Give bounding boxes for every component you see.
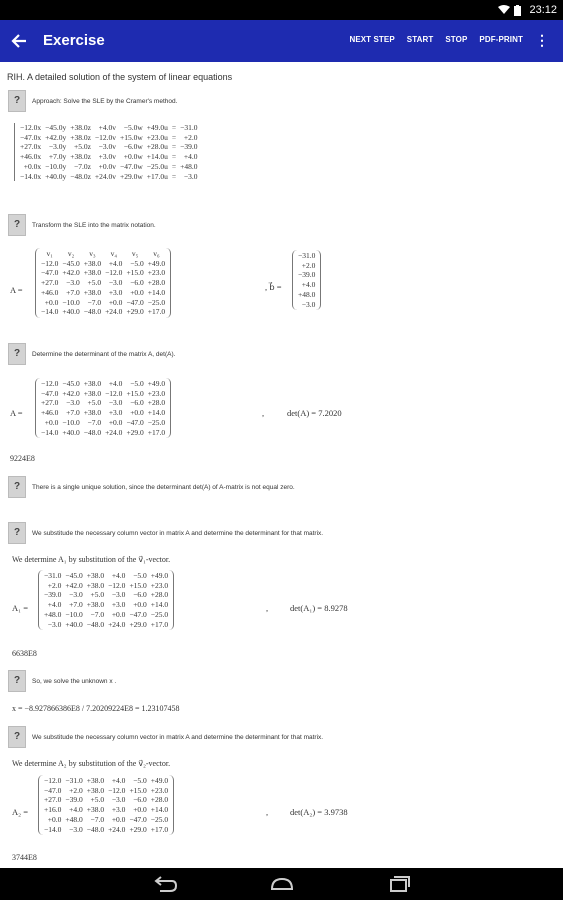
matrix-cell: +3.0 [111,805,126,815]
matrix-cell: −31.0 [44,571,62,580]
next-step-button[interactable]: NEXT STEP [349,35,395,44]
matrix-row [18,133,200,143]
app-bar [0,20,563,62]
matrix-cell: +14.0 [150,805,169,815]
matrix-cell: −7.0 [87,297,102,307]
matrix-cell: +29.0 [129,619,147,629]
matrix-cell: +17.0 [150,619,169,629]
matrix-cell: +17.0 [150,824,169,834]
matrix-cell: −45.0 [62,258,80,268]
matrix-cell: +14.0 [150,600,169,610]
matrix-row [18,142,200,152]
matrix-cell: −31.0 [298,251,316,260]
matrix-cell: −48.0 [86,824,105,834]
matrix-cell: +27.0 [44,795,62,805]
matrix-cell: −12.0v [94,132,117,142]
matrix-cell: = [171,142,177,152]
matrix-cell: −25.0 [147,417,166,427]
matrix-cell: +28.0 [147,278,166,288]
matrix-cell: +3.0 [108,408,123,418]
matrix-cell: +48.0 [180,161,198,171]
matrix-cell: −47.0 [126,297,144,307]
help-button[interactable]: ? [8,343,26,365]
step-text: So, we solve the unknown x . [32,678,117,685]
matrix-cell: −5.0w [123,123,143,132]
substitution-text-1: We determine A₁ by substitution of the v⃗₁-vector. [12,555,171,564]
matrix-cell: −12.0 [108,580,126,590]
matrix-cell: +15.0w [120,132,143,142]
matrix-row [18,123,200,133]
matrix-cell: +38.0 [86,776,105,785]
matrix-cell: −45.0 [65,571,83,580]
matrix-cell: +38.0 [86,805,105,815]
matrix-cell: +4.0 [108,258,123,268]
matrix-cell: +4.0v [98,123,117,132]
matrix-cell: −14.0x [20,171,42,181]
matrix-cell: +0.0v [98,161,117,171]
matrix-cell: +38.0 [83,258,102,268]
matrix-a-label: A = [10,285,23,295]
matrix-row [42,590,170,600]
start-button[interactable]: START [406,35,434,44]
matrix-cell: −47.0 [44,785,62,795]
matrix-header-row [39,249,167,259]
matrix-cell: +23.0 [150,580,169,590]
matrix-cell: +15.0 [129,580,147,590]
matrix-cell: −7.0 [87,417,102,427]
matrix-row [42,805,170,815]
matrix-a [35,248,171,318]
step-text: Determine the determinant of the matrix A, det(A). [32,351,176,358]
matrix-cell: +49.0 [150,571,169,580]
matrix-cell: −48.0 [86,619,105,629]
matrix-row [39,288,167,298]
matrix-cell: +24.0 [108,824,126,834]
matrix-cell: −12.0x [20,123,42,132]
matrix-cell: −3.0 [66,278,80,288]
matrix-row [39,278,167,288]
more-options-icon[interactable]: ⋮ [535,32,549,48]
matrix-row [42,571,170,581]
matrix-cell: −10.0 [65,609,83,619]
matrix-cell: +38.0 [86,785,105,795]
matrix-cell: +49.0 [150,776,169,785]
matrix-cell: −12.0 [44,776,62,785]
matrix-cell: +3.0v [98,152,117,162]
matrix-row [42,825,170,835]
matrix-cell: −45.0y [45,123,67,132]
matrix-cell: +7.0y [48,152,67,162]
navigation-bar [0,868,563,900]
det-a2-value: det(A₂) = 3.9738 [290,807,348,817]
matrix-cell: +49.0u [146,123,168,132]
matrix-cell: +17.0 [147,427,166,437]
matrix-cell: +48.0 [65,814,83,824]
matrix-cell: +27.0x [20,142,42,152]
matrix-cell: +14.0 [147,287,166,297]
matrix-cell: +3.0 [111,600,126,610]
matrix-cell: −12.0 [105,388,123,398]
matrix-cell: +2.0 [183,132,198,142]
matrix-cell: −6.0 [133,795,147,805]
step-text: There is a single unique solution, since the determinant det(A) of A-matrix is not equal zero. [32,484,295,491]
matrix-cell: −47.0 [129,814,147,824]
back-arrow-icon[interactable] [10,30,30,52]
matrix-row [42,600,170,610]
matrix-cell: +4.0 [301,280,316,290]
matrix-row [39,307,167,317]
matrix-cell: +42.0y [45,132,67,142]
matrix-cell: −31.0 [180,123,198,132]
matrix-cell: +14.0 [147,408,166,418]
matrix-cell: +28.0u [146,142,168,152]
matrix-cell: +15.0 [126,388,144,398]
matrix-cell: +42.0 [62,388,80,398]
matrix-cell: −3.0v [98,142,117,152]
matrix-cell: −3.0 [69,590,83,600]
matrix-cell: −14.0 [44,824,62,834]
help-button[interactable]: ? [8,522,26,544]
matrix-cell: −10.0y [45,161,67,171]
matrix-cell: +0.0 [111,609,126,619]
matrix-cell: +15.0 [126,268,144,278]
status-time: 23:12 [529,4,557,16]
matrix-cell: +0.0 [108,297,123,307]
matrix-cell: +29.0 [126,307,144,317]
matrix-cell: −10.0 [62,297,80,307]
matrix-row [39,268,167,278]
matrix-cell: +40.0 [65,619,83,629]
matrix-cell: −12.0 [41,379,59,388]
matrix-cell: +38.0 [83,268,102,278]
matrix-cell: = [171,132,177,142]
matrix-cell: +5.0 [87,278,102,288]
matrix-cell: −45.0 [62,379,80,388]
matrix-cell: −6.0 [130,278,144,288]
matrix-cell: +38.0 [86,580,105,590]
matrix-cell: −6.0 [130,398,144,408]
matrix-cell: +24.0 [105,427,123,437]
det-a2-continuation: 3744E8 [12,853,37,862]
matrix-cell: +0.0 [108,417,123,427]
pdf-print-button[interactable]: PDF-PRINT [479,35,523,44]
comma: , [266,807,269,817]
matrix-cell: −48.0 [83,307,102,317]
matrix-cell: +4.0 [47,600,62,610]
matrix-cell: +0.0x [23,161,42,171]
matrix-cell: −10.0 [62,417,80,427]
page-title: Exercise [43,32,105,49]
solution-heading: RIH. A detailed solution of the system of linear equations [7,72,233,82]
matrix-cell: +46.0x [20,152,42,162]
matrix-cell: −47.0 [41,388,59,398]
matrix-cell: +49.0 [147,379,166,388]
matrix-row [296,251,317,261]
matrix-row [296,261,317,271]
stop-button[interactable]: STOP [445,35,468,44]
matrix-cell: +38.0z [70,123,91,132]
column-vector-label: v₆ [153,249,160,258]
matrix-cell: −3.0 [66,398,80,408]
step-text: We substitude the necessary column vector in matrix A and determine the determinant for that matrix. [32,530,324,537]
matrix-cell: +28.0 [150,795,169,805]
matrix-cell: +40.0y [45,171,67,181]
matrix-cell: +0.0 [47,814,62,824]
matrix-cell: +48.0 [44,609,62,619]
matrix-cell: −47.0 [41,268,59,278]
matrix-cell: +0.0 [111,814,126,824]
det-a-continuation: 9224E8 [10,454,35,463]
matrix-cell: −5.0 [130,379,144,388]
vector-b-label: , b⃗ = [265,282,282,292]
matrix-cell: −6.0 [133,590,147,600]
matrix-row [296,280,317,290]
matrix-row [39,408,167,418]
step-text: Transform the SLE into the matrix notation. [32,222,156,229]
matrix-cell: −5.0 [133,776,147,785]
substitution-text-2: We determine A₂ by substitution of the v⃗₂-vector. [12,759,171,768]
back-icon[interactable] [152,874,180,894]
matrix-cell: +38.0 [83,287,102,297]
matrix-cell: −12.0 [105,268,123,278]
matrix-cell: −3.0 [301,299,316,309]
matrix-cell: +17.0u [146,171,168,181]
matrix-cell: +14.0u [146,152,168,162]
matrix-cell: +24.0 [105,307,123,317]
matrix-cell: +24.0 [108,619,126,629]
matrix-cell: +42.0 [62,268,80,278]
matrix-cell: +24.0v [94,171,117,181]
matrix-a-label: A = [10,408,23,418]
matrix-cell: +2.0 [47,580,62,590]
matrix-cell: +0.0 [130,287,144,297]
matrix-cell: = [171,152,177,162]
matrix-row [296,290,317,300]
matrix-row [42,815,170,825]
matrix-cell: +2.0 [301,260,316,270]
matrix-cell: +0.0 [130,408,144,418]
matrix-cell: +27.0 [41,278,59,288]
matrix-cell: +46.0 [41,408,59,418]
matrix-cell: +5.0z [73,142,91,152]
status-bar [0,0,563,20]
matrix-cell: +5.0 [87,398,102,408]
matrix-cell: −3.0y [48,142,67,152]
matrix-cell: +4.0 [183,152,198,162]
recent-apps-icon[interactable] [384,874,412,894]
matrix-a1-label: A₁ = [12,603,29,613]
matrix-cell: −12.0 [108,785,126,795]
matrix-cell: +5.0 [90,590,105,600]
matrix-cell: −3.0 [47,619,62,629]
matrix-cell: −25.0 [150,609,169,619]
matrix-cell: −39.0 [298,270,316,280]
matrix-cell: +7.0 [66,287,80,297]
det-a1-value: det(A₁) = 8.9278 [290,603,348,613]
matrix-row [42,581,170,591]
matrix-cell: +28.0 [147,398,166,408]
matrix-cell: −14.0 [41,427,59,437]
matrix-cell: +3.0 [108,287,123,297]
matrix-row [39,298,167,308]
matrix-cell: +29.0 [126,427,144,437]
vector-b [292,250,321,310]
matrix-cell: +4.0 [69,805,83,815]
matrix-row [39,379,167,389]
status-icons [498,5,521,16]
matrix-cell: −3.0 [108,398,123,408]
matrix-cell: +40.0 [62,307,80,317]
matrix-cell: +7.0 [66,408,80,418]
matrix-row [42,795,170,805]
matrix-cell: +17.0 [147,307,166,317]
matrix-cell: +0.0 [44,417,59,427]
help-button[interactable]: ? [8,670,26,692]
matrix-cell: −5.0 [133,571,147,580]
matrix-cell: −3.0 [108,278,123,288]
matrix-cell: +23.0 [147,388,166,398]
matrix-row [42,786,170,796]
matrix-cell: −25.0 [147,297,166,307]
matrix-cell: −48.0z [70,171,91,181]
matrix-cell: +16.0 [44,805,62,815]
matrix-cell: +27.0 [41,398,59,408]
matrix-cell: +38.0 [86,600,105,610]
home-icon[interactable] [268,874,296,894]
equation-system [14,123,200,181]
matrix-cell: +0.0 [133,805,147,815]
matrix-a1 [38,570,174,630]
matrix-cell: +23.0u [146,132,168,142]
matrix-cell: +49.0 [147,258,166,268]
matrix-a-det [35,378,171,438]
help-button[interactable]: ? [8,726,26,748]
matrix-row [18,152,200,162]
matrix-cell: −7.0 [90,609,105,619]
matrix-cell: +28.0 [150,590,169,600]
matrix-cell: −47.0 [126,417,144,427]
matrix-row [18,162,200,172]
matrix-row [39,418,167,428]
matrix-cell: +7.0 [69,600,83,610]
matrix-cell: −3.0 [111,795,126,805]
matrix-cell: +0.0w [123,152,143,162]
det-a1-continuation: 6638E8 [12,649,37,658]
matrix-row [296,300,317,310]
matrix-cell: −25.0 [150,814,169,824]
step-text: Approach: Solve the SLE by the Cramer's method. [32,98,178,105]
matrix-cell: −3.0 [183,171,198,181]
matrix-cell: −3.0 [69,824,83,834]
help-button[interactable]: ? [8,476,26,498]
matrix-cell: +46.0 [41,287,59,297]
matrix-cell: −39.0 [44,590,62,600]
matrix-row [39,428,167,438]
matrix-cell: +4.0 [108,379,123,388]
matrix-cell: +29.0 [129,824,147,834]
matrix-cell: +48.0 [298,289,316,299]
matrix-cell: −47.0 [129,609,147,619]
matrix-row [39,389,167,399]
matrix-cell: +0.0 [133,600,147,610]
matrix-cell: +38.0 [83,379,102,388]
matrix-cell: −39.0 [65,795,83,805]
matrix-cell: +23.0 [147,268,166,278]
matrix-cell: −6.0w [123,142,143,152]
column-vector-label: v₃ [89,249,96,258]
matrix-cell: = [171,123,177,132]
matrix-row [42,776,170,786]
battery-icon [514,5,521,16]
matrix-cell: +2.0 [69,785,83,795]
matrix-cell: −48.0 [83,427,102,437]
matrix-cell: −47.0w [120,161,143,171]
matrix-cell: +4.0 [111,776,126,785]
help-button[interactable]: ? [8,90,26,112]
matrix-a2 [38,775,174,835]
column-vector-label: v₂ [67,249,75,258]
matrix-cell: −7.0z [73,161,91,171]
matrix-cell: −12.0 [41,258,59,268]
matrix-row [39,398,167,408]
matrix-cell: +38.0 [83,388,102,398]
matrix-cell: −14.0 [41,307,59,317]
step-text: We substitude the necessary column vector in matrix A and determine the determinant for that matrix. [32,734,324,741]
x-result: x = −8.927866386E8 / 7.20209224E8 = 1.23107458 [12,704,180,713]
matrix-cell: +38.0 [86,571,105,580]
matrix-cell: −39.0 [180,142,198,152]
comma: , [266,603,269,613]
matrix-cell: +38.0z [70,132,91,142]
comma: , [262,408,265,418]
matrix-cell: +38.0z [70,152,91,162]
matrix-row [18,172,200,182]
matrix-cell: +38.0 [83,408,102,418]
det-a-value: det(A) = 7.2020 [287,408,342,418]
matrix-row [296,270,317,280]
matrix-cell: +5.0 [90,795,105,805]
matrix-cell: = [171,161,177,171]
solution-content[interactable] [0,62,563,868]
matrix-cell: +42.0 [65,580,83,590]
matrix-cell: −47.0x [20,132,42,142]
column-vector-label: v₄ [110,249,117,258]
matrix-cell: −31.0 [65,776,83,785]
matrix-cell: +29.0w [120,171,143,181]
column-vector-label: v₁ [46,249,53,258]
matrix-cell: +0.0 [44,297,59,307]
matrix-cell: +15.0 [129,785,147,795]
matrix-cell: +4.0 [111,571,126,580]
matrix-row [42,610,170,620]
matrix-a2-label: A₂ = [12,807,29,817]
matrix-cell: +23.0 [150,785,169,795]
column-vector-label: v₅ [131,249,139,258]
matrix-row [42,620,170,630]
matrix-cell: −7.0 [90,814,105,824]
matrix-cell: −25.0u [146,161,168,171]
matrix-cell: −3.0 [111,590,126,600]
matrix-cell: −5.0 [130,258,144,268]
toolbar-actions [349,35,523,44]
matrix-row [39,259,167,269]
help-button[interactable]: ? [8,214,26,236]
matrix-cell: = [171,171,177,181]
wifi-icon [498,5,510,15]
matrix-cell: +40.0 [62,427,80,437]
